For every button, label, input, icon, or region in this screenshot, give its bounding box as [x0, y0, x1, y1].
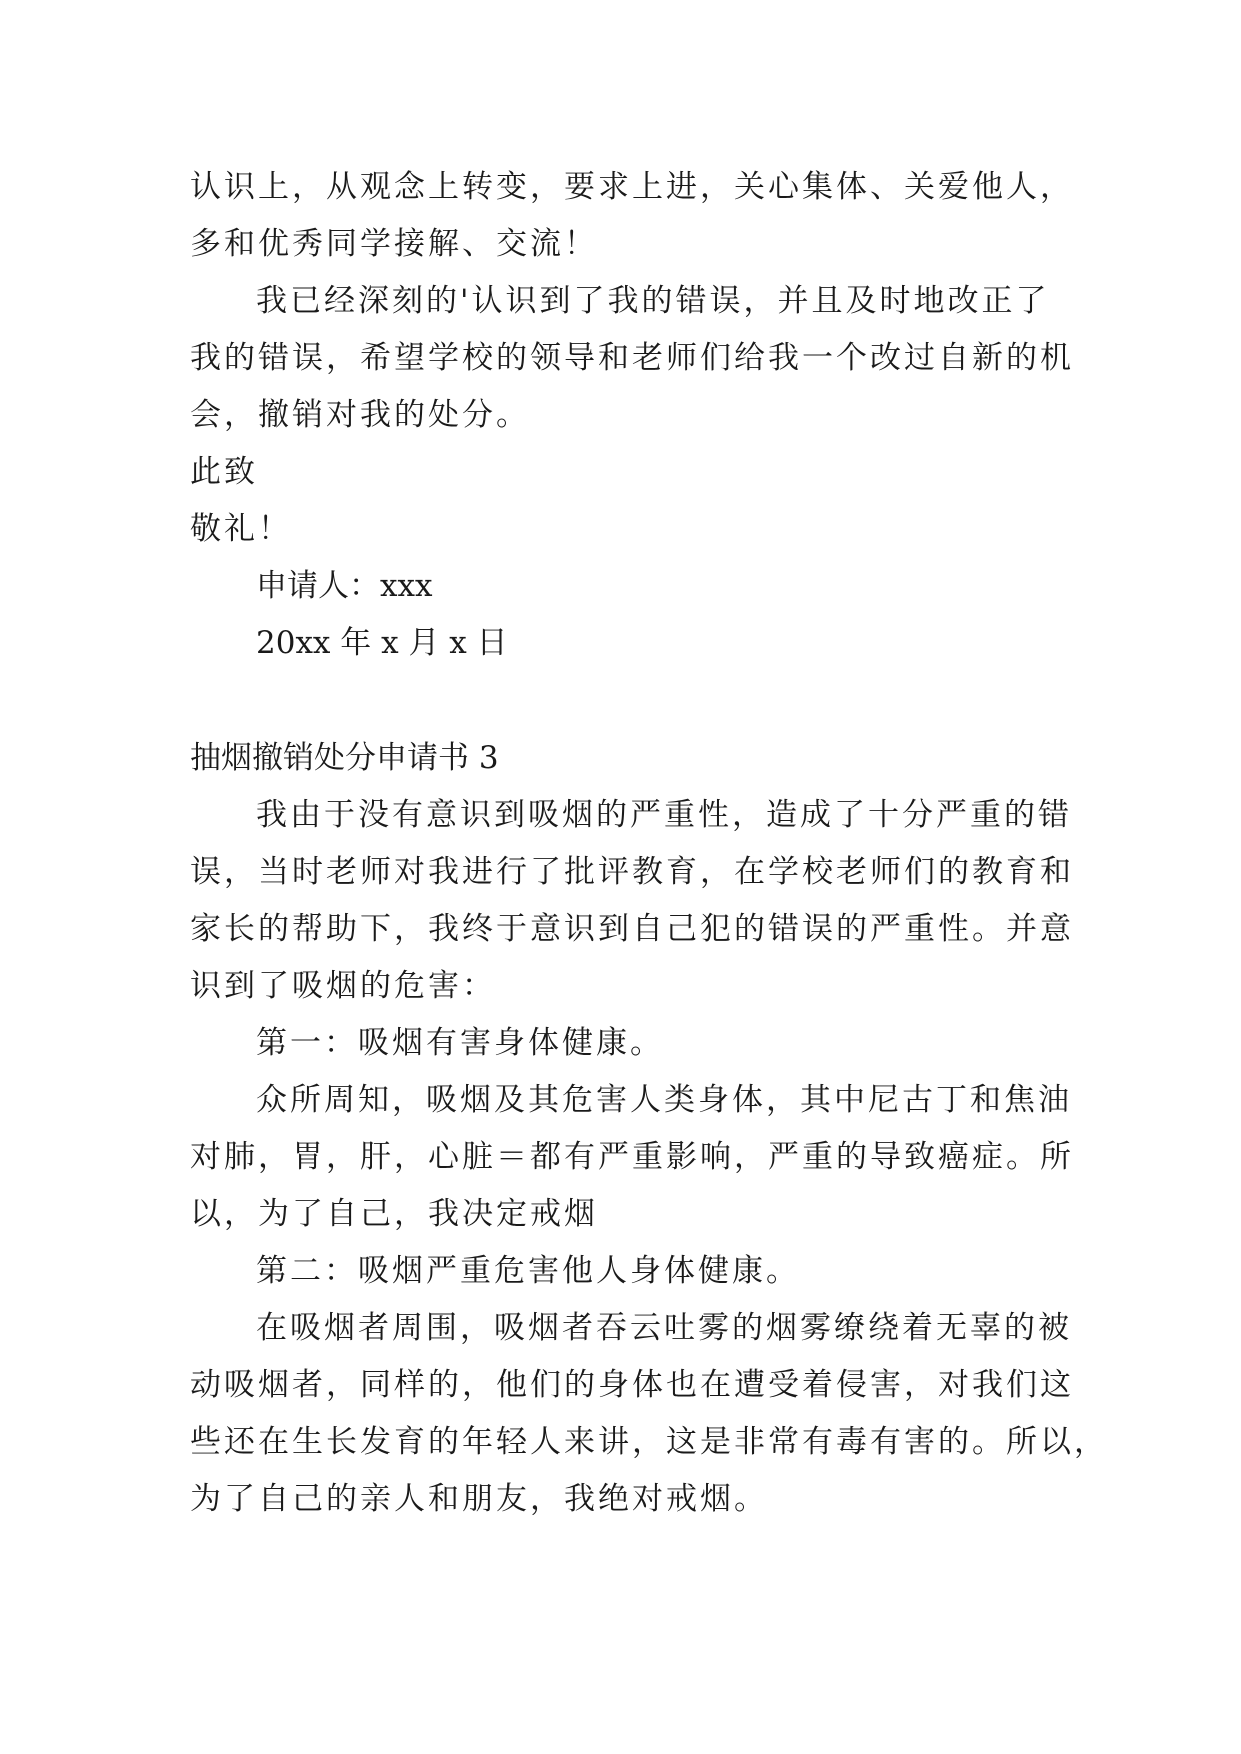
body-line: 家长的帮助下，我终于意识到自己犯的错误的严重性。并意 — [190, 911, 1074, 947]
body-line: 我的错误，希望学校的领导和老师们给我一个改过自新的机 — [190, 340, 1074, 376]
body-line: 认识上，从观念上转变，要求上进，关心集体、关爱他人， — [190, 169, 1074, 205]
body-line: 些还在生长发育的年轻人来讲，这是非常有毒有害的。所以， — [190, 1424, 1108, 1460]
paragraph-start-line: 我由于没有意识到吸烟的严重性，造成了十分严重的错 — [256, 797, 1072, 833]
body-line: 会，撤销对我的处分。 — [190, 397, 530, 433]
paragraph-start-line: 我已经深刻的'认识到了我的错误，并且及时地改正了 — [256, 283, 1050, 319]
body-line: 多和优秀同学接解、交流！ — [190, 226, 598, 262]
date-line: 20xx 年 x 月 x 日 — [256, 625, 508, 661]
paragraph-start-line: 在吸烟者周围，吸烟者吞云吐雾的烟雾缭绕着无辜的被 — [256, 1310, 1072, 1346]
point-heading: 第二：吸烟严重危害他人身体健康。 — [256, 1253, 800, 1289]
paragraph-start-line: 众所周知，吸烟及其危害人类身体，其中尼古丁和焦油 — [256, 1082, 1072, 1118]
salutation-closing: 此致 — [190, 454, 258, 490]
body-line: 识到了吸烟的危害： — [190, 968, 496, 1004]
body-line: 以，为了自己，我决定戒烟 — [190, 1196, 598, 1232]
body-line: 为了自己的亲人和朋友，我绝对戒烟。 — [190, 1481, 768, 1517]
section-title: 抽烟撤销处分申请书 3 — [190, 740, 499, 776]
applicant-signature: 申请人：xxx — [256, 568, 433, 604]
body-line: 误，当时老师对我进行了批评教育，在学校老师们的教育和 — [190, 854, 1074, 890]
body-line: 动吸烟者，同样的，他们的身体也在遭受着侵害，对我们这 — [190, 1367, 1074, 1403]
body-line: 对肺，胃，肝，心脏＝都有严重影响，严重的导致癌症。所 — [190, 1139, 1074, 1175]
salutation-regards: 敬礼！ — [190, 511, 292, 547]
point-heading: 第一：吸烟有害身体健康。 — [256, 1025, 664, 1061]
